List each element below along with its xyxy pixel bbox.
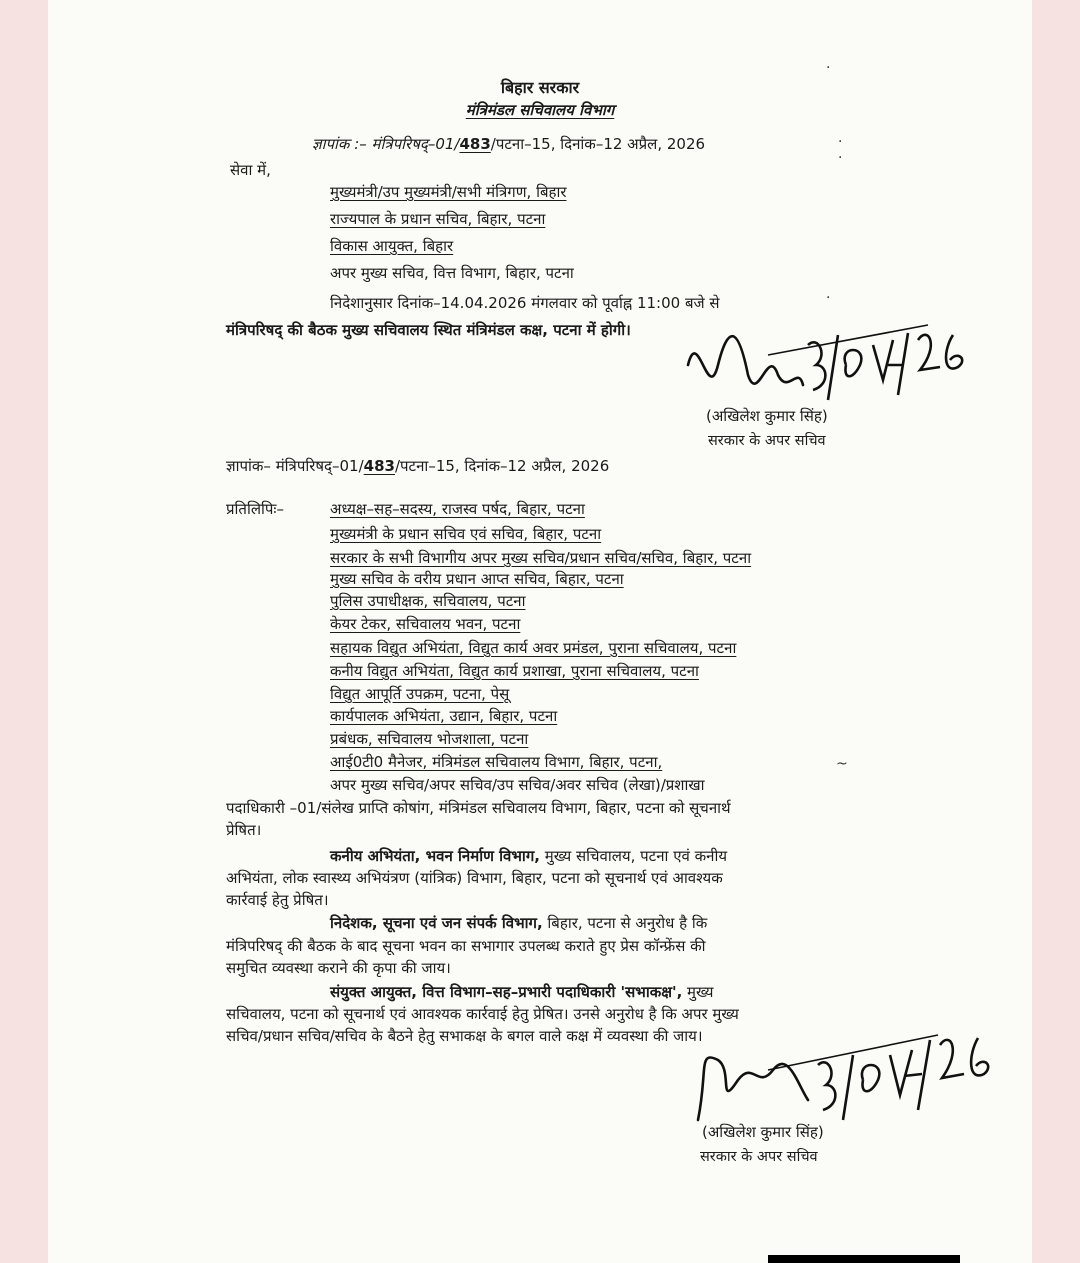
paragraph-lead: कनीय अभियंता, भवन निर्माण विभाग,	[330, 847, 540, 865]
copy-recipient: सहायक विद्युत अभियंता, विद्युत कार्य अवर प्रमंडल, पुराना सचिवालय, पटना	[330, 639, 737, 657]
paragraph-line: मंत्रिपरिषद् की बैठक के बाद सूचना भवन का सभागार उपलब्ध कराते हुए प्रेस कॉन्फ्रेंस की	[226, 937, 706, 955]
signatory-name: (अखिलेश कुमार सिंह)	[706, 407, 828, 425]
body-line: मंत्रिपरिषद् की बैठक मुख्य सचिवालय स्थित मंत्रिमंडल कक्ष, पटना में होगी।	[226, 321, 631, 339]
recipient-line: अपर मुख्य सचिव, वित्त विभाग, बिहार, पटना	[330, 264, 574, 282]
paragraph-text: मुख्य सचिवालय, पटना एवं कनीय	[539, 847, 728, 865]
copy-recipient: विद्युत आपूर्ति उपक्रम, पटना, पेसू	[330, 685, 510, 703]
salutation: सेवा में,	[230, 161, 271, 179]
signatory-title: सरकार के अपर सचिव	[700, 1149, 818, 1165]
government-title: बिहार सरकार	[500, 78, 580, 97]
paragraph-line: समुचित व्यवस्था कराने की कृपा की जाय।	[226, 959, 451, 977]
copy-reference-number: 483	[363, 457, 395, 475]
reference-number: 483	[459, 135, 491, 153]
signatory-name: (अखिलेश कुमार सिंह)	[702, 1123, 824, 1141]
paragraph-line: सचिवालय, पटना को सूचनार्थ एवं आवश्यक कार्रवाई हेतु प्रेषित। उनसे अनुरोध है कि अपर मुख्य	[226, 1005, 739, 1023]
recipient-line: राज्यपाल के प्रधान सचिव, बिहार, पटना	[330, 210, 546, 228]
paragraph-line: अभियंता, लोक स्वास्थ्य अभियंत्रण (यांत्रिक) विभाग, बिहार, पटना को सूचनार्थ एवं आवश्यक	[226, 869, 723, 887]
body-line: निदेशानुसार दिनांक–14.04.2026 मंगलवार को पूर्वाह्न 11:00 बजे से	[330, 294, 720, 312]
paragraph-line	[330, 913, 707, 933]
copy-label: प्रतिलिपिः–	[226, 500, 284, 518]
paragraph-line	[330, 982, 714, 1002]
copy-recipient: सरकार के सभी विभागीय अपर मुख्य सचिव/प्रधान सचिव/सचिव, बिहार, पटना	[330, 549, 752, 567]
paragraph-text: मुख्य	[682, 983, 714, 1001]
paragraph-line: पदाधिकारी –01/संलेख प्राप्ति कोषांग, मंत्रिमंडल सचिवालय विभाग, बिहार, पटना को सूचनार्थ	[226, 799, 731, 817]
margin-mark: ·	[826, 60, 831, 76]
redaction-bar	[768, 1255, 960, 1263]
handwritten-signature	[678, 1010, 998, 1130]
margin-mark: · ·	[838, 134, 843, 166]
recipient-line: विकास आयुक्त, बिहार	[330, 237, 454, 255]
copy-recipient: मुख्यमंत्री के प्रधान सचिव एवं सचिव, बिहार, पटना	[330, 525, 602, 543]
copy-recipient: केयर टेकर, सचिवालय भवन, पटना	[330, 615, 521, 633]
copy-reference-suffix: /पटना–15, दिनांक–12 अप्रैल, 2026	[394, 457, 610, 475]
paragraph-line: प्रेषित।	[226, 821, 262, 839]
copy-recipient: प्रबंधक, सचिवालय भोजशाला, पटना	[330, 730, 529, 748]
copy-recipient: पुलिस उपाधीक्षक, सचिवालय, पटना	[330, 592, 526, 610]
signatory-title: सरकार के अपर सचिव	[708, 433, 826, 449]
letter-page	[48, 0, 1032, 1263]
reference-prefix: ज्ञापांक :– मंत्रिपरिषद्–01/	[312, 135, 460, 153]
paragraph-line: अपर मुख्य सचिव/अपर सचिव/उप सचिव/अवर सचिव (लेखा)/प्रशाखा	[330, 776, 705, 794]
margin-mark: ·	[826, 290, 831, 306]
paragraph-line: कार्रवाई हेतु प्रेषित।	[226, 891, 329, 909]
paragraph-text: बिहार, पटना से अनुरोध है कि	[542, 914, 708, 932]
margin-mark: ~	[836, 756, 848, 772]
copy-recipient: मुख्य सचिव के वरीय प्रधान आप्त सचिव, बिहार, पटना	[330, 570, 624, 588]
copy-reference-prefix: ज्ञापांक– मंत्रिपरिषद्–01/	[226, 457, 364, 475]
copy-recipient: अध्यक्ष–सह–सदस्य, राजस्व पर्षद, बिहार, पटना	[330, 500, 585, 518]
copy-reference-line	[226, 456, 609, 476]
recipient-line: मुख्यमंत्री/उप मुख्यमंत्री/सभी मंत्रिगण, बिहार	[330, 183, 567, 201]
handwritten-signature	[678, 305, 978, 415]
copy-recipient: आई0टी0 मैनेजर, मंत्रिमंडल सचिवालय विभाग, बिहार, पटना,	[330, 753, 663, 771]
reference-line	[312, 134, 705, 154]
paragraph-lead: संयुक्त आयुक्त, वित्त विभाग–सह–प्रभारी पदाधिकारी 'सभाकक्ष',	[330, 983, 683, 1001]
copy-recipient: कार्यपालक अभियंता, उद्यान, बिहार, पटना	[330, 707, 558, 725]
copy-recipient: कनीय विद्युत अभियंता, विद्युत कार्य प्रशाखा, पुराना सचिवालय, पटना	[330, 662, 699, 680]
reference-suffix: /पटना–15, दिनांक–12 अप्रैल, 2026	[490, 135, 706, 153]
department-title: मंत्रिमंडल सचिवालय विभाग	[465, 101, 615, 119]
paragraph-line	[330, 846, 727, 866]
paragraph-line: सचिव/प्रधान सचिव/सचिव के बैठने हेतु सभाकक्ष के बगल वाले कक्ष में व्यवस्था की जाय।	[226, 1027, 703, 1045]
paragraph-lead: निदेशक, सूचना एवं जन संपर्क विभाग,	[330, 914, 543, 932]
